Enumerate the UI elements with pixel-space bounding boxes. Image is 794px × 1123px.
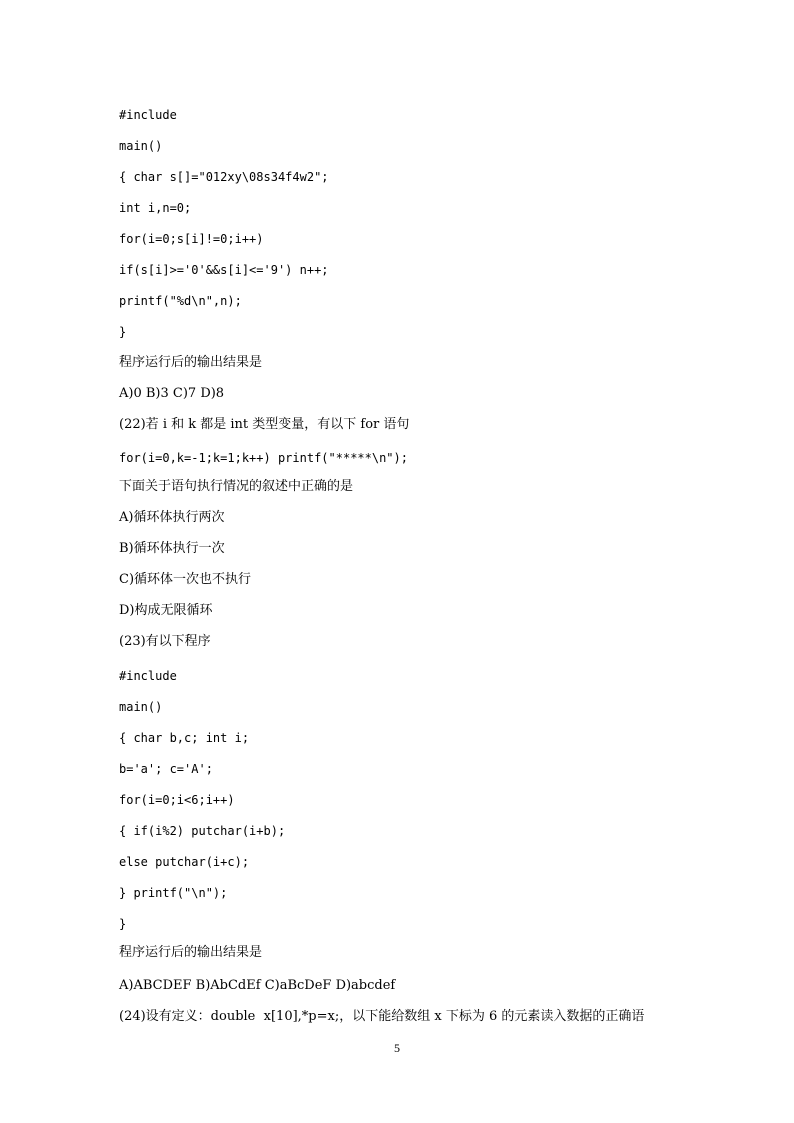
answer-option: D)构成无限循环	[119, 603, 213, 618]
code-line: if(s[i]>='0'&&s[i]<='9') n++;	[119, 263, 329, 277]
question-text: 程序运行后的输出结果是	[119, 945, 263, 960]
code-line: { char s[]="012xy\08s34f4w2";	[119, 170, 329, 184]
answer-option: A)循环体执行两次	[119, 510, 225, 525]
question-text: (24)设有定义：double x[10],*p=x;，以下能给数组 x 下标为 6 的元素读入数据的正确语	[119, 1009, 645, 1024]
code-line: for(i=0;s[i]!=0;i++)	[119, 232, 264, 246]
question-text: 下面关于语句执行情况的叙述中正确的是	[119, 479, 354, 494]
code-line: else putchar(i+c);	[119, 855, 250, 869]
answer-option: C)循环体一次也不执行	[119, 572, 252, 587]
code-line: b='a'; c='A';	[119, 762, 213, 776]
code-line: printf("%d\n",n);	[119, 294, 242, 308]
code-line: #include	[119, 669, 177, 683]
answer-option: B)循环体执行一次	[119, 541, 225, 556]
answer-options: A)0 B)3 C)7 D)8	[119, 386, 225, 401]
code-line: { if(i%2) putchar(i+b);	[119, 824, 286, 838]
code-line: }	[119, 917, 127, 931]
code-line: main()	[119, 700, 163, 714]
answer-options: A)ABCDEF B)AbCdEf C)aBcDeF D)abcdef	[119, 978, 396, 993]
code-line: int i,n=0;	[119, 201, 192, 215]
code-line: }	[119, 325, 127, 339]
code-line: for(i=0,k=-1;k=1;k++) printf("*****\n");	[119, 451, 408, 465]
page-number: 5	[394, 1041, 400, 1055]
question-text: (23)有以下程序	[119, 634, 211, 649]
code-line: { char b,c; int i;	[119, 731, 250, 745]
question-text: (22)若 i 和 k 都是 int 类型变量，有以下 for 语句	[119, 417, 410, 432]
code-line: #include	[119, 108, 177, 122]
question-text: 程序运行后的输出结果是	[119, 355, 263, 370]
code-line: for(i=0;i<6;i++)	[119, 793, 235, 807]
code-line: } printf("\n");	[119, 886, 228, 900]
code-line: main()	[119, 139, 163, 153]
